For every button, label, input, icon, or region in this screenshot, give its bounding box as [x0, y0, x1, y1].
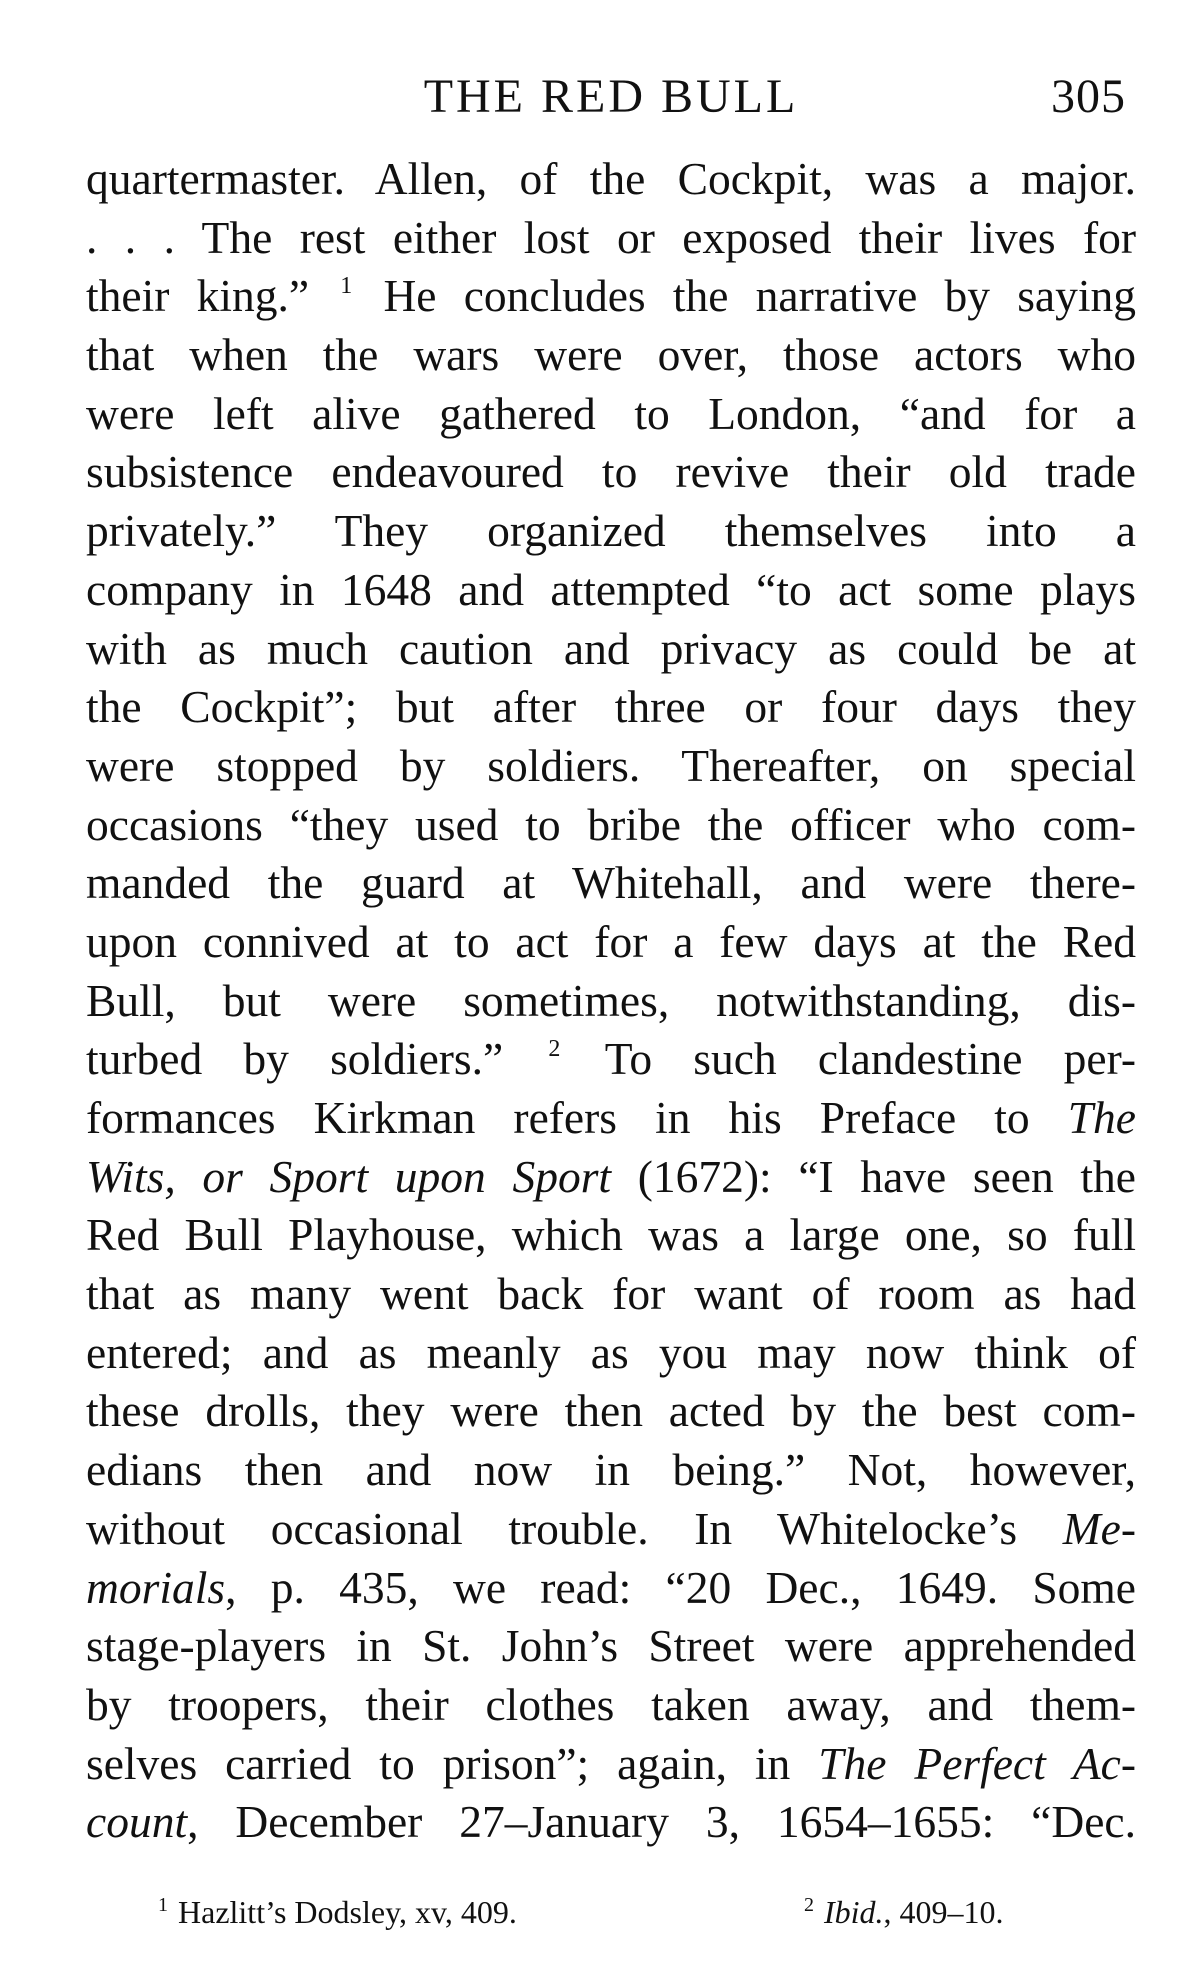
text-line: [86, 385, 1136, 444]
italic-title: Wits, or Sport upon Sport: [86, 1150, 612, 1202]
text-line: [86, 737, 1136, 796]
text-segment: manded the guard at Whitehall, and were there-: [86, 857, 1136, 909]
text-line: [86, 1148, 1136, 1207]
text-segment: To such clandestine per-: [564, 1033, 1136, 1085]
text-line: [86, 267, 1136, 326]
footnote-2: [804, 1880, 1004, 1937]
italic-title: The: [1067, 1092, 1136, 1143]
text-line: [86, 1676, 1136, 1735]
text-segment: these drolls, they were then acted by the best com-: [86, 1385, 1136, 1437]
text-segment: were left alive gathered to London, “and for a: [86, 387, 1136, 439]
text-segment: stage-players in St. John’s Street were apprehended: [86, 1620, 1136, 1672]
text-line: [86, 620, 1136, 679]
text-line: [86, 1793, 1136, 1852]
text-line: [86, 209, 1136, 268]
text-segment: with as much caution and privacy as could be at: [86, 622, 1136, 674]
text-line: [86, 1500, 1136, 1559]
text-segment: He concludes the narrative by saying: [356, 270, 1136, 322]
text-segment: (1672): “I have seen the: [611, 1150, 1136, 1202]
text-line: [86, 561, 1136, 620]
text-line: [86, 326, 1136, 385]
page-number: 305: [1051, 70, 1126, 123]
text-line: [86, 1559, 1136, 1618]
text-segment: , December 27–January 3, 1654–1655: “Dec.: [187, 1796, 1136, 1848]
text-line: [86, 1089, 1136, 1148]
text-line: [86, 1382, 1136, 1441]
text-line: [86, 1441, 1136, 1500]
text-line: [86, 1735, 1136, 1794]
text-segment: upon connived at to act for a few days at the Red: [86, 915, 1136, 967]
footnote-1: [158, 1880, 517, 1937]
text-segment: turbed by soldiers.”: [86, 1033, 545, 1085]
body-text: [86, 150, 1136, 1852]
italic-title: morials: [86, 1561, 226, 1613]
text-segment: formances Kirkman refers in his Preface to: [86, 1092, 1068, 1143]
running-head: [86, 62, 1136, 132]
running-title: THE RED BULL: [423, 70, 799, 123]
text-line: [86, 913, 1136, 972]
text-segment: , p. 435, we read: “20 Dec., 1649. Some: [225, 1561, 1136, 1613]
text-segment: Bull, but were sometimes, notwithstanding, dis-: [86, 974, 1136, 1026]
text-segment: entered; and as meanly as you may now think of: [86, 1326, 1136, 1378]
footnote-1-mark: 1: [158, 1894, 168, 1916]
text-segment: selves carried to prison”; again, in: [86, 1737, 819, 1789]
text-line: [86, 502, 1136, 561]
italic-title: Me-: [1062, 1502, 1136, 1554]
italic-title: The Perfect Ac-: [818, 1737, 1136, 1789]
footnote-2-mark: 2: [804, 1894, 814, 1916]
footnotes: [86, 1880, 1136, 1930]
text-line: [86, 678, 1136, 737]
text-line: [86, 972, 1136, 1031]
text-line: [86, 854, 1136, 913]
text-segment: the Cockpit”; but after three or four days they: [86, 681, 1136, 733]
text-segment: subsistence endeavoured to revive their old trade: [86, 446, 1136, 498]
text-segment: by troopers, their clothes taken away, and them-: [86, 1678, 1136, 1730]
text-line: [86, 150, 1136, 209]
text-segment: Red Bull Playhouse, which was a large one, so full: [86, 1209, 1136, 1261]
text-line: [86, 443, 1136, 502]
text-line: [86, 1030, 1136, 1089]
text-line: [86, 1324, 1136, 1383]
text-segment: . . . The rest either lost or exposed their lives for: [86, 211, 1136, 263]
footnote-reference: 1: [340, 273, 353, 300]
text-segment: without occasional trouble. In Whitelocke’s: [86, 1502, 1063, 1554]
footnote-reference: 2: [548, 1036, 561, 1063]
text-line: [86, 1206, 1136, 1265]
footnote-2-ibid: Ibid.: [824, 1894, 884, 1930]
text-segment: were stopped by soldiers. Thereafter, on special: [86, 739, 1136, 791]
text-segment: that when the wars were over, those actors who: [86, 329, 1136, 381]
text-segment: their king.”: [86, 270, 337, 322]
footnote-1-text: Hazlitt’s Dodsley, xv, 409.: [178, 1894, 517, 1930]
text-segment: that as many went back for want of room as had: [86, 1268, 1136, 1320]
text-segment: edians then and now in being.” Not, however,: [86, 1444, 1136, 1496]
italic-title: count: [86, 1796, 188, 1848]
footnote-2-text: , 409–10.: [883, 1894, 1004, 1930]
text-segment: company in 1648 and attempted “to act some plays: [86, 563, 1136, 615]
text-segment: quartermaster. Allen, of the Cockpit, was a major.: [86, 153, 1136, 204]
text-line: [86, 1265, 1136, 1324]
text-line: [86, 1617, 1136, 1676]
text-segment: privately.” They organized themselves into a: [86, 505, 1136, 557]
text-line: [86, 796, 1136, 855]
text-segment: occasions “they used to bribe the officer who com-: [86, 798, 1136, 850]
